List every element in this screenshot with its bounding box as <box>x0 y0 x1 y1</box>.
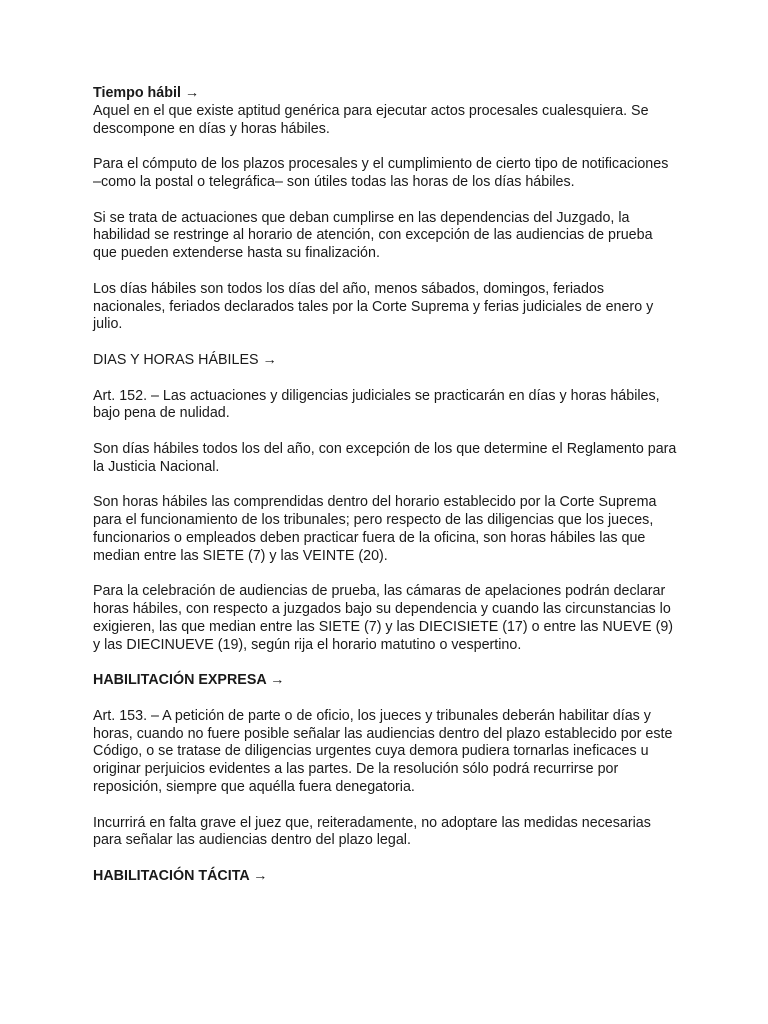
text-line: horas, cuando no fuere posible señalar las audiencias dentro del plazo establecido por este <box>93 725 673 742</box>
paragraph <box>93 210 678 263</box>
text-line: para señalar las audiencias dentro del plazo legal. <box>93 832 411 849</box>
text-line: descompone en días y horas hábiles. <box>93 120 330 137</box>
paragraph <box>93 494 678 565</box>
text-line: funcionarios o empleados deben practicar fuera de la oficina, son horas hábiles las que <box>93 529 646 546</box>
section-heading-habilitacion-tacita: HABILITACIÓN TÁCITA → <box>93 868 268 885</box>
text-line: habilidad se restringe al horario de atención, con excepción de las audiencias de prueba <box>93 227 653 244</box>
text-line: que pueden extenderse hasta su finalización. <box>93 245 380 262</box>
paragraph <box>93 708 678 797</box>
text-line: Art. 152. – Las actuaciones y diligencias judiciales se practicarán en días y horas hábiles, <box>93 387 660 404</box>
text-line: Aquel en el que existe aptitud genérica para ejecutar actos procesales cualesquiera. Se <box>93 102 649 119</box>
paragraph <box>93 815 678 851</box>
text-line: para el funcionamiento de los tribunales; pero respecto de las diligencias que los jueces, <box>93 512 654 529</box>
text-line: bajo pena de nulidad. <box>93 405 230 422</box>
text-line: Código, o se tratase de diligencias urgentes cuya demora pudiera tornarlas ineficaces u <box>93 743 649 760</box>
text-line: la Justicia Nacional. <box>93 458 220 475</box>
section-heading-habilitacion-expresa: HABILITACIÓN EXPRESA → <box>93 672 285 689</box>
text-line: median entre las SIETE (7) y las VEINTE (20). <box>93 547 388 564</box>
text-line: Si se trata de actuaciones que deban cumplirse en las dependencias del Juzgado, la <box>93 209 630 226</box>
paragraph <box>93 103 678 139</box>
text-line: Para la celebración de audiencias de prueba, las cámaras de apelaciones podrán declarar <box>93 583 666 600</box>
text-line: Art. 153. – A petición de parte o de oficio, los jueces y tribunales deberán habilitar días y <box>93 707 651 724</box>
section-heading-dias-y-horas-habiles: DIAS Y HORAS HÁBILES → <box>93 351 277 368</box>
text-line: originar perjuicios evidentes a las partes. De la resolución sólo podrá recurrirse por <box>93 761 619 778</box>
text-line: Los días hábiles son todos los días del año, menos sábados, domingos, feriados <box>93 280 605 297</box>
text-line: y las DIECINUEVE (19), según rija el horario matutino o vespertino. <box>93 636 522 653</box>
text-line: julio. <box>93 316 123 333</box>
section-heading-tiempo-habil: Tiempo hábil → <box>93 85 200 101</box>
paragraph <box>93 281 678 334</box>
text-line: Para el cómputo de los plazos procesales y el cumplimiento de cierto tipo de notificaciones <box>93 156 669 173</box>
text-line: –como la postal o telegráfica– son útiles todas las horas de los días hábiles. <box>93 173 575 190</box>
paragraph <box>93 441 678 477</box>
paragraph <box>93 583 678 654</box>
paragraph <box>93 156 678 192</box>
text-line: exigieren, las que median entre las SIETE (7) y las DIECISIETE (17) o entre las NUEVE (9) <box>93 618 674 635</box>
text-line: Son días hábiles todos los del año, con excepción de los que determine el Reglamento para <box>93 440 677 457</box>
text-line: nacionales, feriados declarados tales por la Corte Suprema y ferias judiciales de enero y <box>93 298 654 315</box>
text-line: Son horas hábiles las comprendidas dentro del horario establecido por la Corte Suprema <box>93 494 657 511</box>
paragraph <box>93 388 678 424</box>
text-line: reposición, siempre que aquélla fuera denegatoria. <box>93 779 415 796</box>
text-line: horas hábiles, con respecto a juzgados bajo su dependencia y cuando las circunstancias lo <box>93 601 671 618</box>
text-line: Incurrirá en falta grave el juez que, reiteradamente, no adoptare las medidas necesarias <box>93 814 651 831</box>
